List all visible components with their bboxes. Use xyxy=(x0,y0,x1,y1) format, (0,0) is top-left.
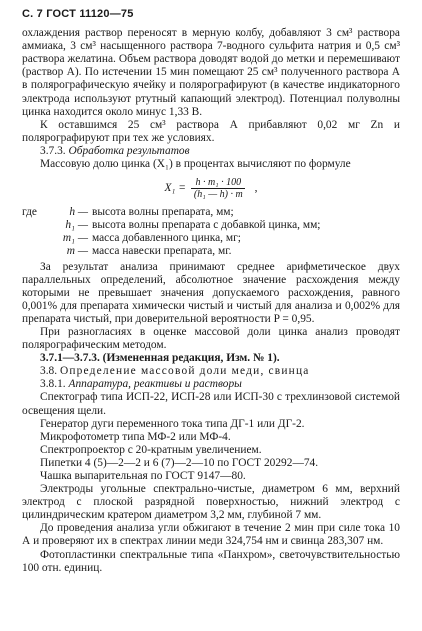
definition-row: m — масса навески препарата, мг. xyxy=(66,245,232,258)
list-item: Пипетки 4 (5)—2—2 и 6 (7)—2—10 по ГОСТ 20292—74. xyxy=(40,456,319,469)
section-number: 3.8. xyxy=(40,365,60,378)
list-item: Спектропроектор с 20-кратным увеличением. xyxy=(40,443,262,456)
paragraph-disagreement: При разногласиях в оценке массовой доли цинка анализ проводят полярографическим методом. xyxy=(22,325,400,352)
zinc-formula xyxy=(22,177,400,200)
section-number: 3.8.1. xyxy=(40,378,69,391)
section-3-7-3 xyxy=(22,145,400,158)
section-title: Обработка результатов xyxy=(68,144,190,157)
paragraph-formula-intro: Массовую долю цинка (X₁) в процентах вычисляют по формуле xyxy=(40,158,351,171)
formula-lhs: X₁ = xyxy=(164,182,186,195)
definition-row: m₁ — масса добавленного цинка, мг; xyxy=(62,232,241,245)
section-title: Аппаратура, реактивы и растворы xyxy=(68,378,242,391)
list-item: Фотопластинки спектральные типа «Панхром», светочувствительностью 100 отн. единиц. xyxy=(22,548,400,574)
list-item: Чашка выпарительная по ГОСТ 9147—80. xyxy=(40,470,246,482)
paragraph-solution-preparation: охлаждения раствор переносят в мерную колбу, добавляют 3 см³ раствора аммиака, 3 см³ насыщенного раствора 7-водного сульфита натрия и 0,5 см³ раствора желатина. Объем раствора доводят водой до метки и перемешивают (раствор А). По истечении 15 мин помещают 25 см³ полученного раствора А в полярографическую ячейку и полярографируют (в качестве индикаторного электрода используют ртутный капающий электрод). Потенциал полуволны цинка находится около минус 1,33 В. xyxy=(22,27,400,118)
section-title: Определение массовой доли меди, свинца xyxy=(59,365,310,378)
section-3-8 xyxy=(22,365,400,378)
list-item: Спектограф типа ИСП-22, ИСП-28 или ИСП-30 с трехлинзовой системой освещения щели. xyxy=(22,391,400,417)
section-3-8-1 xyxy=(22,378,400,391)
list-item: До проведения анализа угли обжигают в течение 2 мин при силе тока 10 А и проверяют их в спектрах линии меди 324,754 нм и свинца 283,307 нм. xyxy=(22,522,400,548)
section-number: 3.7.3. xyxy=(40,144,69,157)
definition-row: h₁ — высота волны препарата с добавкой цинка, мм; xyxy=(65,219,321,232)
list-item: Электроды угольные спектрально-чистые, диаметром 6 мм, верхний электрод с плоской разрядной поверхностью, нижний электрод с цилиндрическим кратером диаметром 3,2 мм, глубиной 7 мм. xyxy=(22,483,400,522)
edit-note: 3.7.1—3.7.3. (Измененная редакция, Изм. № 1). xyxy=(40,352,280,365)
list-item: Микрофотометр типа МФ-2 или МФ-4. xyxy=(40,430,231,443)
formula-fraction xyxy=(190,177,247,200)
formula-numerator: h · m₁ · 100 xyxy=(191,177,245,189)
formula-comma: , xyxy=(254,182,258,195)
list-item: Генератор дуги переменного тока типа ДГ-1 или ДГ-2. xyxy=(40,417,305,430)
variable-definitions xyxy=(22,206,400,258)
paragraph-additive: К оставшимся 25 см³ раствора А прибавляют 0,02 мг Zn и полярографируют при тех же условиях. xyxy=(22,118,400,144)
paragraph-result: За результат анализа принимают среднее арифметическое двух параллельных определений, абсолютное значение расхождения между которыми не превышает значения допускаемого расхождения, равного 0,001% для препарата химически чистый и чистый для анализа и 0,002% для препарата чистый, при доверительной вероятности P = 0,95. xyxy=(22,260,400,325)
definition-row: где h — высота волны препарата, мм; xyxy=(22,206,234,219)
page-header: С. 7 ГОСТ 11120—75 xyxy=(22,8,134,20)
formula-denominator: (h₁ — h) · m xyxy=(193,189,243,201)
